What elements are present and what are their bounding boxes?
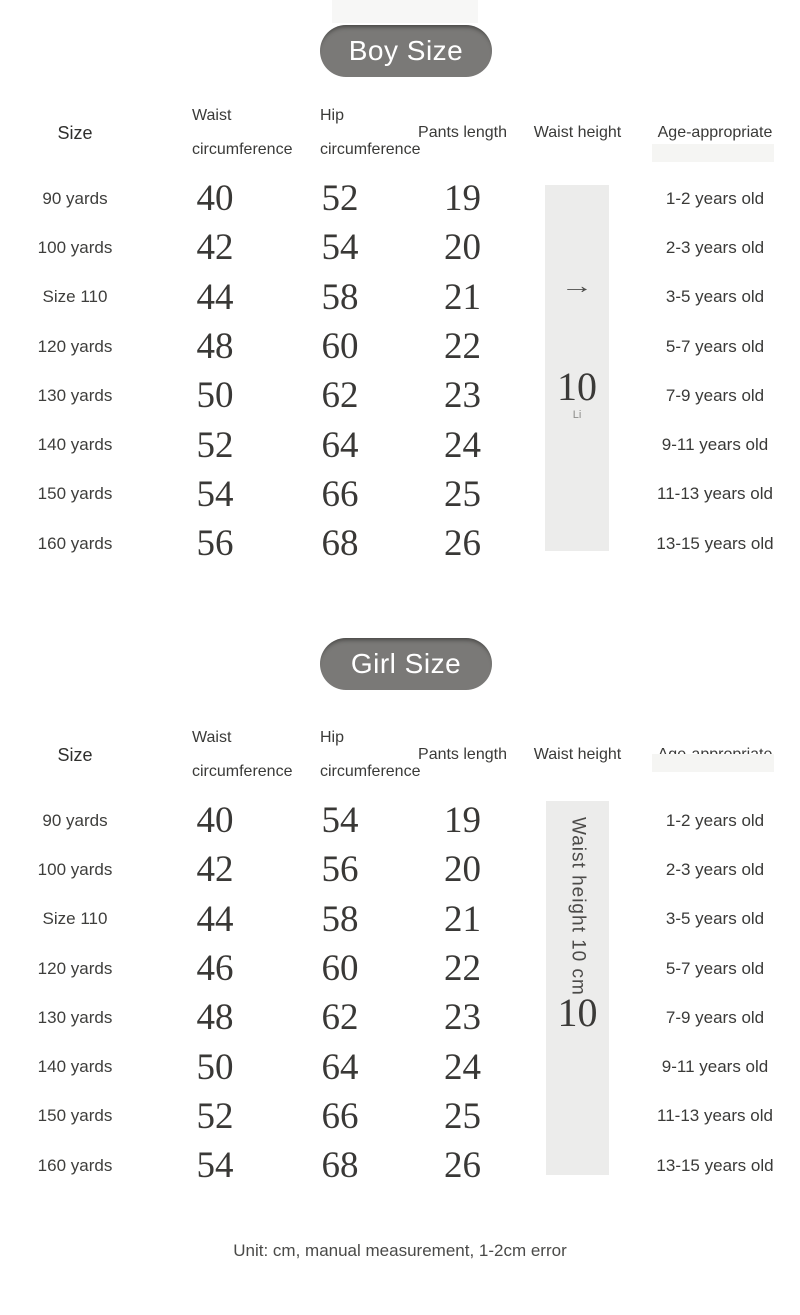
boy-table-rows bbox=[0, 174, 800, 568]
age-cell: 13-15 years old bbox=[656, 533, 774, 553]
size-cell: 150 yards bbox=[37, 1106, 113, 1126]
right-arrow-icon: → bbox=[560, 273, 594, 298]
pants-length-value: 24 bbox=[444, 424, 481, 466]
hip-value: 68 bbox=[321, 1145, 359, 1187]
waist-value: 54 bbox=[196, 473, 234, 515]
pants-length-value: 26 bbox=[444, 1145, 481, 1187]
pants-length-value: 21 bbox=[444, 276, 481, 318]
pants-length-value: 20 bbox=[444, 227, 481, 269]
column-header-pants-length: Pants length bbox=[418, 746, 507, 763]
waist-value: 52 bbox=[196, 424, 234, 466]
hip-value: 54 bbox=[321, 800, 359, 842]
pants-length-value: 26 bbox=[444, 523, 481, 565]
waist-value: 50 bbox=[196, 375, 234, 417]
waist-value: 48 bbox=[196, 997, 234, 1039]
hip-value: 58 bbox=[321, 898, 359, 940]
hip-value: 52 bbox=[321, 178, 359, 220]
waist-value: 44 bbox=[196, 898, 234, 940]
size-cell: 130 yards bbox=[37, 1007, 113, 1027]
boy-size-section bbox=[0, 0, 800, 613]
size-cell: 120 yards bbox=[37, 958, 113, 978]
size-cell: 90 yards bbox=[42, 188, 108, 208]
age-cell: 5-7 years old bbox=[665, 336, 765, 356]
size-cell: 120 yards bbox=[37, 336, 113, 356]
waist-height-value: 10 bbox=[557, 990, 598, 1035]
column-header-hip-circumference: Hip circumference bbox=[320, 107, 421, 158]
girl-table-rows bbox=[0, 796, 800, 1190]
column-header-waist-height: Waist height bbox=[533, 746, 622, 763]
waist-value: 44 bbox=[196, 276, 234, 318]
size-cell: Size 110 bbox=[42, 909, 108, 929]
age-cell: 11-13 years old bbox=[657, 1106, 773, 1126]
waist-value: 48 bbox=[196, 326, 234, 368]
age-cell: 2-3 years old bbox=[665, 859, 765, 879]
pants-length-value: 22 bbox=[444, 326, 481, 368]
waist-value: 56 bbox=[196, 523, 234, 565]
waist-height-value: 10 bbox=[557, 364, 597, 409]
column-header-waist-circumference: Waist circumference bbox=[192, 107, 293, 158]
column-header-waist-height: Waist height bbox=[533, 124, 622, 141]
age-cell: 3-5 years old bbox=[665, 909, 765, 929]
pants-length-value: 20 bbox=[444, 849, 481, 891]
column-header-age: Age-appropriate bbox=[657, 124, 773, 141]
hip-value: 68 bbox=[321, 523, 359, 565]
age-cell: 11-13 years old bbox=[657, 484, 773, 504]
waist-height-unit: Li bbox=[572, 409, 582, 421]
size-cell: Size 110 bbox=[42, 287, 108, 307]
pants-length-value: 19 bbox=[444, 800, 481, 842]
hip-value: 54 bbox=[321, 227, 359, 269]
hip-value: 60 bbox=[321, 326, 359, 368]
column-header-pants-length: Pants length bbox=[418, 124, 507, 141]
pants-length-value: 23 bbox=[444, 997, 481, 1039]
boy-size-badge: Boy Size bbox=[320, 25, 492, 77]
age-cell: 2-3 years old bbox=[665, 237, 765, 257]
pants-length-value: 19 bbox=[444, 178, 481, 220]
pants-length-value: 25 bbox=[444, 473, 481, 515]
hip-value: 58 bbox=[321, 276, 359, 318]
size-cell: 160 yards bbox=[37, 1155, 113, 1175]
age-cell: 1-2 years old bbox=[665, 188, 765, 208]
pants-length-value: 25 bbox=[444, 1095, 481, 1137]
unit-note: Unit: cm, manual measurement, 1-2cm error bbox=[233, 1241, 567, 1260]
waist-height-strip bbox=[545, 185, 609, 551]
size-cell: 150 yards bbox=[37, 484, 113, 504]
age-cell: 5-7 years old bbox=[665, 958, 765, 978]
waist-value: 42 bbox=[196, 849, 234, 891]
girl-size-badge: Girl Size bbox=[320, 638, 492, 690]
size-cell: 130 yards bbox=[37, 385, 113, 405]
waist-value: 40 bbox=[196, 178, 234, 220]
pants-length-value: 21 bbox=[444, 898, 481, 940]
size-cell: 160 yards bbox=[37, 533, 113, 553]
age-cell: 7-9 years old bbox=[665, 1007, 765, 1027]
age-cell: 9-11 years old bbox=[661, 435, 769, 455]
faded-label-remnant bbox=[652, 754, 774, 772]
faded-label-remnant bbox=[652, 144, 774, 162]
column-header-size: Size bbox=[57, 122, 93, 143]
column-header-size: Size bbox=[57, 744, 93, 765]
hip-value: 64 bbox=[321, 1046, 359, 1088]
pants-length-value: 23 bbox=[444, 375, 481, 417]
hip-value: 66 bbox=[321, 473, 359, 515]
age-cell: 7-9 years old bbox=[665, 385, 765, 405]
girl-size-section bbox=[0, 613, 800, 1213]
size-cell: 90 yards bbox=[42, 810, 108, 830]
waist-value: 40 bbox=[196, 800, 234, 842]
waist-height-strip bbox=[546, 801, 609, 1175]
age-cell: 3-5 years old bbox=[665, 287, 765, 307]
hip-value: 60 bbox=[321, 948, 359, 990]
column-header-hip-circumference: Hip circumference bbox=[320, 729, 421, 780]
hip-value: 62 bbox=[321, 375, 359, 417]
size-cell: 100 yards bbox=[37, 859, 113, 879]
hip-value: 56 bbox=[321, 849, 359, 891]
waist-value: 50 bbox=[196, 1046, 234, 1088]
waist-height-vertical-label: Waist height 10 cm bbox=[567, 817, 589, 996]
size-cell: 140 yards bbox=[37, 435, 113, 455]
size-cell: 140 yards bbox=[37, 1057, 113, 1077]
column-header-waist-circumference: Waist circumference bbox=[192, 729, 293, 780]
size-cell: 100 yards bbox=[37, 237, 113, 257]
waist-value: 54 bbox=[196, 1145, 234, 1187]
age-cell: 13-15 years old bbox=[656, 1155, 774, 1175]
waist-value: 46 bbox=[196, 948, 234, 990]
age-cell: 9-11 years old bbox=[661, 1057, 769, 1077]
hip-value: 62 bbox=[321, 997, 359, 1039]
waist-value: 42 bbox=[196, 227, 234, 269]
age-cell: 1-2 years old bbox=[665, 810, 765, 830]
waist-value: 52 bbox=[196, 1095, 234, 1137]
hip-value: 66 bbox=[321, 1095, 359, 1137]
pants-length-value: 24 bbox=[444, 1046, 481, 1088]
hip-value: 64 bbox=[321, 424, 359, 466]
pants-length-value: 22 bbox=[444, 948, 481, 990]
